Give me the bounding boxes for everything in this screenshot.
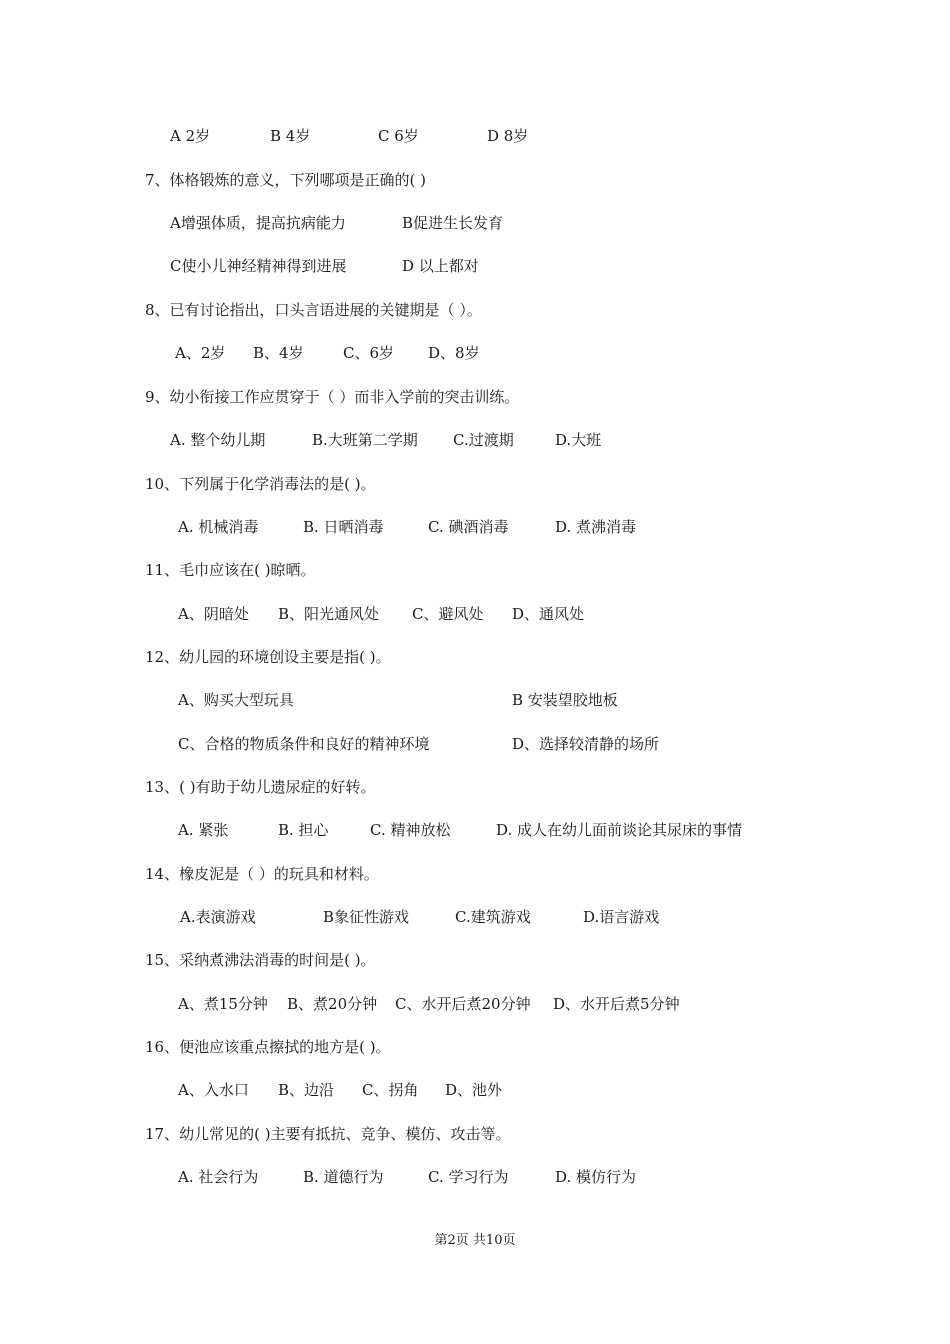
option: D、水开后煮5分钟 xyxy=(553,995,680,1013)
option: D. 成人在幼儿面前谈论其尿床的事情 xyxy=(496,821,743,839)
option: B. 担心 xyxy=(278,821,329,839)
question-12: 12、幼儿园的环境创设主要是指( )。 xyxy=(145,648,391,666)
question-16: 16、便池应该重点擦拭的地方是( )。 xyxy=(145,1038,391,1056)
option: B、边沿 xyxy=(278,1081,335,1099)
option: D、8岁 xyxy=(428,344,480,362)
option: D 以上都对 xyxy=(402,257,479,275)
option: A. 机械消毒 xyxy=(178,518,259,536)
question-10: 10、下列属于化学消毒法的是( )。 xyxy=(145,475,376,493)
option: C、水开后煮20分钟 xyxy=(395,995,531,1013)
option: B.大班第二学期 xyxy=(312,431,418,449)
option: A增强体质，提高抗病能力 xyxy=(170,214,346,232)
question-7: 7、体格锻炼的意义，下列哪项是正确的( ) xyxy=(145,171,427,189)
option: D. 煮沸消毒 xyxy=(555,518,637,536)
option: B、阳光通风处 xyxy=(278,605,380,623)
option: A、煮15分钟 xyxy=(178,995,268,1013)
page-number-footer: 第2页 共10页 xyxy=(434,1233,516,1248)
option: C.过渡期 xyxy=(453,431,514,449)
option: A、阴暗处 xyxy=(178,605,249,623)
question-9: 9、幼小衔接工作应贯穿于（ ）而非入学前的突击训练。 xyxy=(145,388,520,406)
option: B促进生长发育 xyxy=(402,214,504,232)
question-8: 8、已有讨论指出，口头言语进展的关键期是（ ）。 xyxy=(145,301,482,319)
option: C、合格的物质条件和良好的精神环境 xyxy=(178,735,430,753)
option: A、购买大型玩具 xyxy=(178,691,294,709)
option: C. 学习行为 xyxy=(428,1168,509,1186)
option: A. 社会行为 xyxy=(178,1168,259,1186)
option: C、避风处 xyxy=(412,605,484,623)
question-11: 11、毛巾应该在( )晾晒。 xyxy=(145,561,316,579)
option: A、2岁 xyxy=(175,344,226,362)
option: D、选择较清静的场所 xyxy=(512,735,660,753)
option: A、入水口 xyxy=(178,1081,249,1099)
option: B. 日晒消毒 xyxy=(303,518,384,536)
option: A. 整个幼儿期 xyxy=(170,431,266,449)
option: B 4岁 xyxy=(270,127,311,145)
option: A. 紧张 xyxy=(178,821,229,839)
question-17: 17、幼儿常见的( )主要有抵抗、竞争、模仿、攻击等。 xyxy=(145,1125,511,1143)
option: C. 精神放松 xyxy=(370,821,451,839)
option: B. 道德行为 xyxy=(303,1168,384,1186)
option: D.大班 xyxy=(555,431,602,449)
option: C、6岁 xyxy=(343,344,395,362)
option: B 安装望胶地板 xyxy=(512,691,618,709)
option: C使小儿神经精神得到进展 xyxy=(170,257,347,275)
option: D、池外 xyxy=(445,1081,503,1099)
option: B象征性游戏 xyxy=(323,908,410,926)
option: B、煮20分钟 xyxy=(287,995,378,1013)
option: C.建筑游戏 xyxy=(455,908,531,926)
option: C 6岁 xyxy=(378,127,419,145)
question-13: 13、( )有助于幼儿遗尿症的好转。 xyxy=(145,778,376,796)
option: D 8岁 xyxy=(487,127,529,145)
option: A 2岁 xyxy=(170,127,211,145)
question-14: 14、橡皮泥是（ ）的玩具和材料。 xyxy=(145,865,379,883)
option: C、拐角 xyxy=(362,1081,419,1099)
question-15: 15、采纳煮沸法消毒的时间是( )。 xyxy=(145,951,376,969)
option: D.语言游戏 xyxy=(583,908,660,926)
option: A.表演游戏 xyxy=(180,908,256,926)
option: B、4岁 xyxy=(253,344,304,362)
option: D、通风处 xyxy=(512,605,585,623)
option: D. 模仿行为 xyxy=(555,1168,637,1186)
option: C. 碘酒消毒 xyxy=(428,518,509,536)
